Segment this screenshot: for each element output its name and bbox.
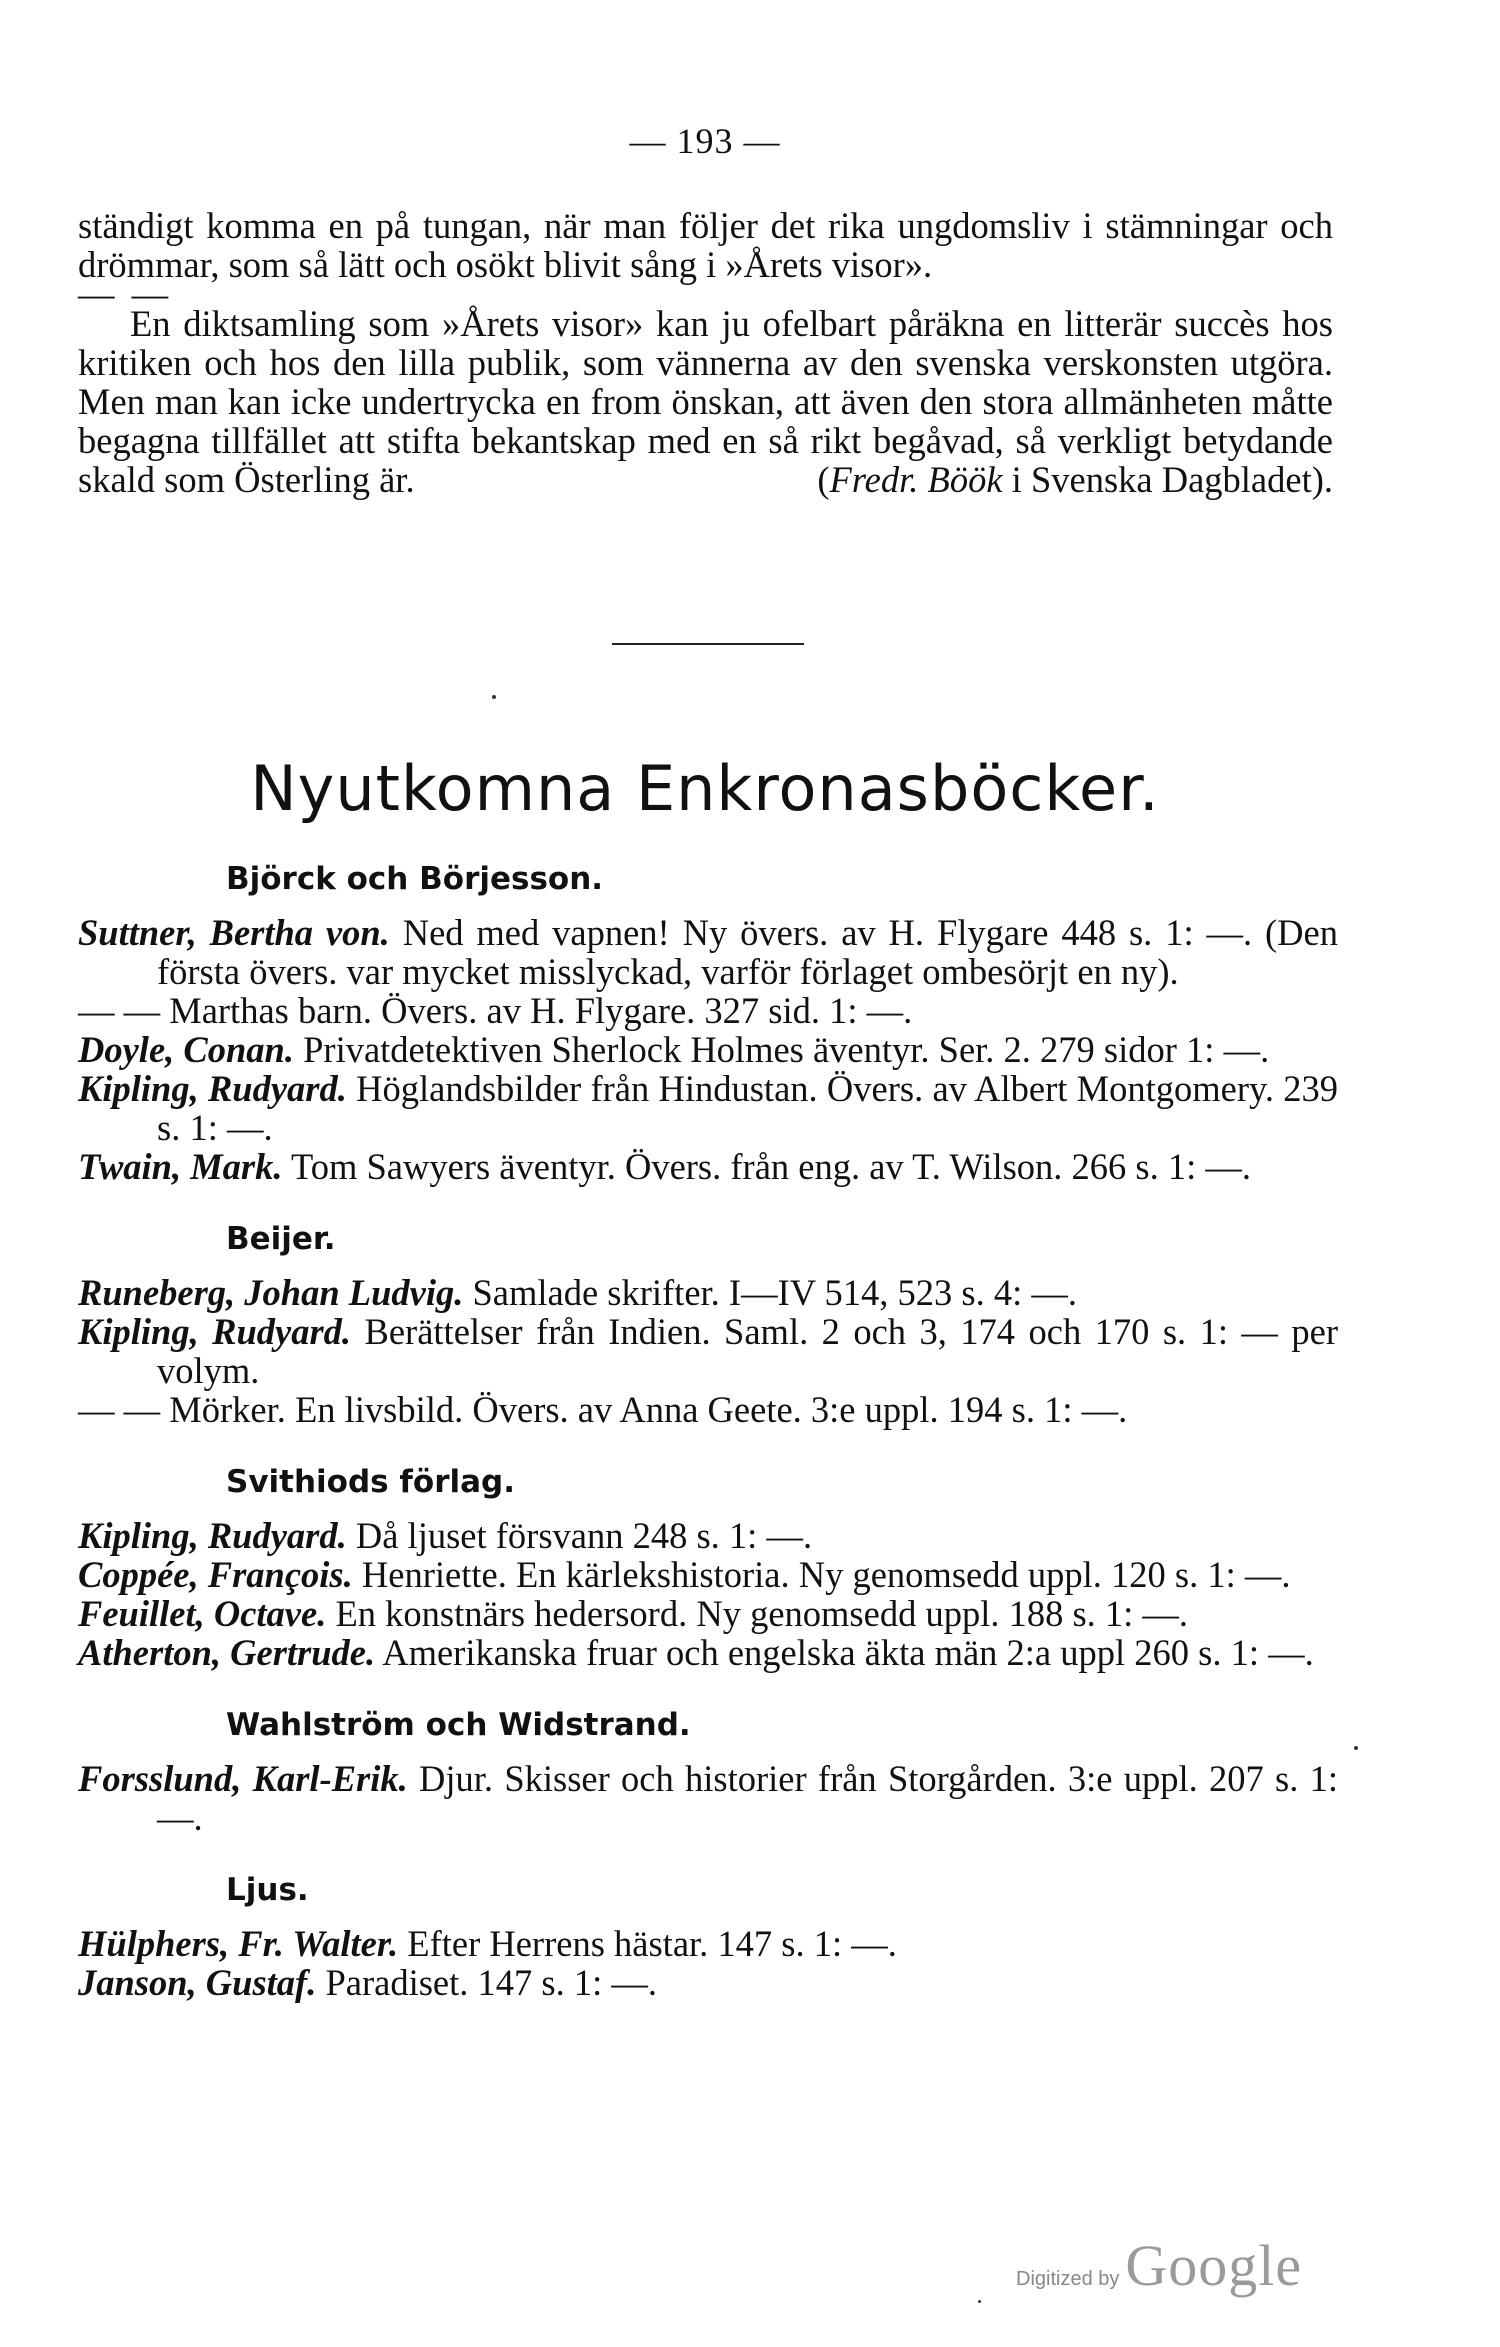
book-author: Twain, Mark. <box>78 1146 283 1187</box>
book-details: Tom Sawyers äventyr. Övers. från eng. av T. Wilson. 266 s. 1: —. <box>282 1146 1252 1187</box>
ink-speck <box>1354 1746 1358 1750</box>
book-entry <box>78 1924 1338 1963</box>
book-details: En konstnärs hedersord. Ny genomsedd uppl. 188 s. 1: —. <box>326 1593 1189 1634</box>
book-author: Runeberg, Johan Ludvig. <box>78 1272 464 1313</box>
ink-speck <box>492 695 496 699</box>
publisher-heading: Ljus. <box>226 1872 309 1908</box>
section-heading: Nyutkomna Enkronasböcker. <box>250 752 1160 825</box>
book-details: — — Mörker. En livsbild. Övers. av Anna Geete. 3:e uppl. 194 s. 1: —. <box>78 1389 1128 1430</box>
book-author: Feuillet, Octave. <box>78 1593 327 1634</box>
book-author: Hülphers, Fr. Walter. <box>78 1923 399 1964</box>
publisher-heading: Beijer. <box>226 1221 336 1257</box>
citation-author: Fredr. Böök <box>829 459 1003 500</box>
review-line: ständigt komma en på tungan, när man följer det rika ungdomsliv i stämningar och drömmar, som så lätt och osökt blivit sång i »Årets visor». <box>78 205 1333 285</box>
review-paragraph <box>78 304 1333 499</box>
book-details: Då ljuset försvann 248 s. 1: —. <box>346 1515 813 1556</box>
book-entry <box>78 1390 1338 1429</box>
book-entry <box>78 1516 1338 1555</box>
book-details: Efter Herrens hästar. 147 s. 1: —. <box>398 1923 897 1964</box>
book-details: Paradiset. 147 s. 1: —. <box>316 1962 657 2003</box>
google-logo: Google <box>1125 2233 1303 2298</box>
book-author: Forsslund, Karl-Erik. <box>78 1758 408 1799</box>
book-entry <box>78 1312 1338 1390</box>
digitized-watermark <box>1016 2232 1302 2299</box>
publisher-heading: Wahlström och Widstrand. <box>226 1707 691 1743</box>
book-author: Kipling, Rudyard. <box>78 1515 347 1556</box>
page-number: — 193 — <box>629 121 781 161</box>
book-entry <box>78 1759 1338 1837</box>
book-entry <box>78 1633 1338 1672</box>
book-entry <box>78 991 1338 1030</box>
book-entry <box>78 1273 1338 1312</box>
book-author: Doyle, Conan. <box>78 1029 294 1070</box>
review-text <box>78 206 1333 499</box>
section-separator: — — <box>78 273 173 314</box>
publisher-heading: Björck och Börjesson. <box>226 861 604 897</box>
book-entry <box>78 1069 1338 1147</box>
book-author: Suttner, Bertha von. <box>78 912 390 953</box>
book-catalog <box>78 860 1338 2002</box>
book-details: Henriette. En kärlekshistoria. Ny genomsedd uppl. 120 s. 1: —. <box>352 1554 1291 1595</box>
book-details: Djur. Skisser och historier från Storgården. 3:e uppl. 207 s. 1: —. <box>157 1758 1339 1838</box>
book-entry <box>78 913 1338 991</box>
book-entry <box>78 1555 1338 1594</box>
book-details: Höglandsbilder från Hindustan. Övers. av Albert Montgomery. 239 s. 1: —. <box>157 1068 1339 1148</box>
review-citation: (Fredr. Böök i Svenska Dagbladet). <box>817 459 1333 500</box>
book-details: — — Marthas barn. Övers. av H. Flygare. 327 sid. 1: —. <box>78 990 913 1031</box>
divider-rule <box>612 643 804 645</box>
book-author: Atherton, Gertrude. <box>78 1632 376 1673</box>
review-paragraph-text: En diktsamling som »Årets visor» kan ju ofelbart påräkna en litterär succès hos kritiken och hos den lilla publik, som vännerna av den svenska verskonsten utgöra. Men man kan icke undertrycka en from önskan, att även den stora allmänheten måtte begagna tillfället att stifta bekantskap med en så rikt begåvad, så verkligt betydande skald som Österling är. <box>78 303 1333 500</box>
book-entry <box>78 1963 1338 2002</box>
book-author: Coppée, François. <box>78 1554 353 1595</box>
book-details: Samlade skrifter. I—IV 514, 523 s. 4: —. <box>463 1272 1078 1313</box>
book-details: Amerikanska fruar och engelska äkta män 2:a uppl 260 s. 1: —. <box>375 1632 1314 1673</box>
book-details: Privatdetektiven Sherlock Holmes äventyr. Ser. 2. 279 sidor 1: —. <box>293 1029 1270 1070</box>
book-details: Ned med vapnen! Ny övers. av H. Flygare 448 s. 1: —. (Den första övers. var mycket misslyckad, varför förlaget ombesörjt en ny). <box>157 912 1338 992</box>
ink-speck <box>978 2300 981 2303</box>
book-author: Janson, Gustaf. <box>78 1962 317 2003</box>
book-entry <box>78 1594 1338 1633</box>
book-entry <box>78 1147 1338 1186</box>
digitized-label: Digitized by <box>1016 2268 1120 2290</box>
book-author: Kipling, Rudyard. <box>78 1068 347 1109</box>
publisher-heading: Svithiods förlag. <box>226 1464 515 1500</box>
book-details: Berättelser från Indien. Saml. 2 och 3, 174 och 170 s. 1: — per volym. <box>157 1311 1338 1391</box>
book-author: Kipling, Rudyard. <box>78 1311 352 1352</box>
book-entry <box>78 1030 1338 1069</box>
